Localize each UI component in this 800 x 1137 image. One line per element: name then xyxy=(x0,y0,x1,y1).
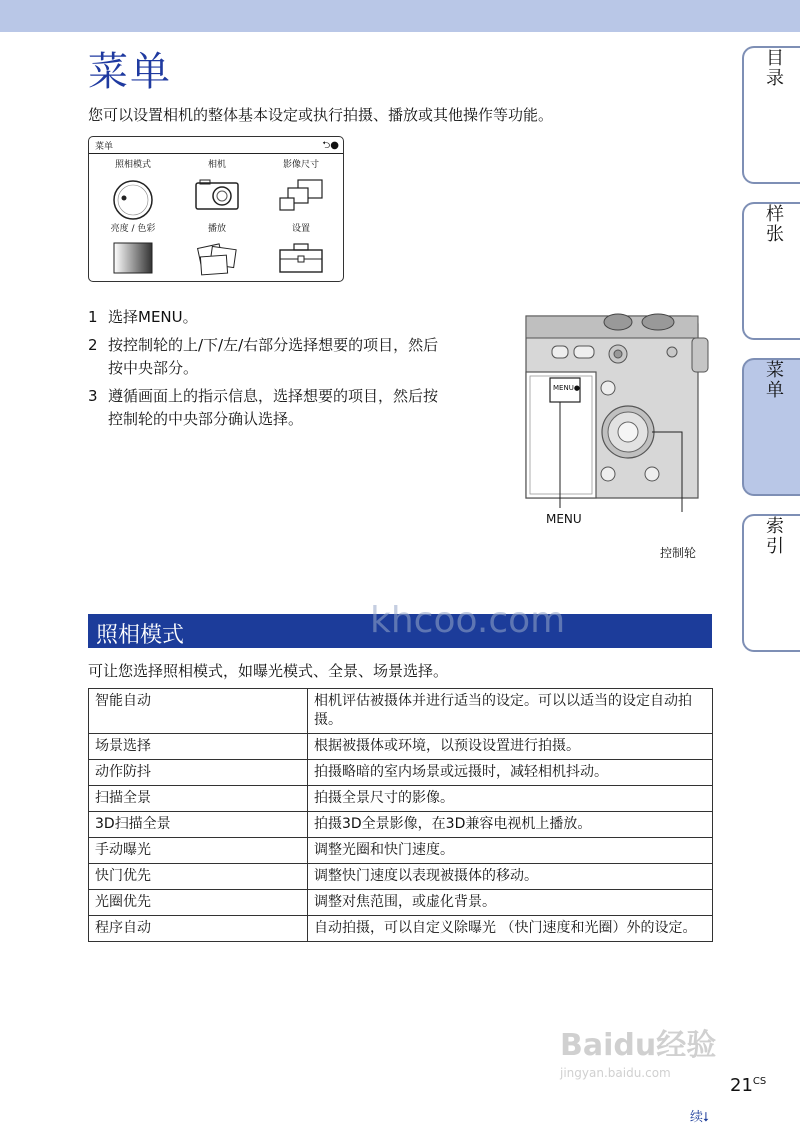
dial-icon xyxy=(111,178,155,222)
back-icon: ⮌● xyxy=(322,140,339,151)
menu-item-shooting-mode xyxy=(93,157,173,222)
photos-icon xyxy=(193,242,241,278)
page-number-suffix: CS xyxy=(752,1076,767,1087)
gradient-icon xyxy=(113,242,153,274)
mode-description-cell: 拍摄3D全景影像，在3D兼容电视机上播放。 xyxy=(308,812,713,838)
table-row xyxy=(89,786,713,812)
menu-item-brightness-color xyxy=(93,221,173,274)
tab-index[interactable] xyxy=(742,514,800,652)
table-row xyxy=(89,890,713,916)
tab-label: 菜单 xyxy=(763,360,784,400)
mode-name-cell: 快门优先 xyxy=(89,864,308,890)
mode-name-cell: 动作防抖 xyxy=(89,760,308,786)
baidu-watermark-url: jingyan.baidu.com xyxy=(560,1066,671,1080)
intro-text: 您可以设置相机的整体基本设定或执行拍摄、播放或其他操作等功能。 xyxy=(88,106,554,124)
menu-item-label: 播放 xyxy=(207,224,226,234)
shooting-mode-table xyxy=(88,688,713,942)
continued-link[interactable] xyxy=(690,1106,709,1125)
step-number: 1 xyxy=(88,308,98,326)
continued-label: 续 xyxy=(690,1110,704,1125)
step-text: 按控制轮的上/下/左/右部分选择想要的项目，然后按中央部分。 xyxy=(108,336,439,377)
khcoo-watermark: khcoo.com xyxy=(370,600,566,641)
mode-name-cell: 场景选择 xyxy=(89,734,308,760)
page-title: 菜单 xyxy=(88,49,172,95)
menu-button-text: MENU● xyxy=(553,384,580,392)
mode-name-cell: 智能自动 xyxy=(89,689,308,734)
table-row xyxy=(89,812,713,838)
step-item xyxy=(88,385,448,431)
mode-name-cell: 手动曝光 xyxy=(89,838,308,864)
mode-name-cell: 扫描全景 xyxy=(89,786,308,812)
table-row xyxy=(89,760,713,786)
tab-menu[interactable] xyxy=(742,358,800,496)
page-number-value: 21 xyxy=(730,1075,753,1096)
menu-item-label: 相机 xyxy=(207,160,226,170)
image-size-icon xyxy=(278,178,324,214)
menu-item-label: 影像尺寸 xyxy=(282,160,319,170)
table-row xyxy=(89,916,713,942)
baidu-watermark-text: Baidu经验 xyxy=(560,1028,717,1063)
step-text: 选择MENU。 xyxy=(108,308,198,326)
menu-item-label: 设置 xyxy=(291,224,310,234)
menu-screen-title: 菜单 xyxy=(95,142,114,152)
step-item xyxy=(88,306,448,329)
section-title: 照相模式 xyxy=(96,623,185,648)
mode-name-cell: 程序自动 xyxy=(89,916,308,942)
mode-description-cell: 调整光圈和快门速度。 xyxy=(308,838,713,864)
down-arrow-icon: ⭣ xyxy=(703,1110,710,1125)
page-number xyxy=(730,1075,766,1096)
menu-item-image-size xyxy=(261,157,341,214)
table-row xyxy=(89,734,713,760)
menu-callout-label: MENU xyxy=(546,512,582,526)
step-number: 2 xyxy=(88,336,98,354)
menu-item-camera xyxy=(177,157,257,212)
menu-screen-header xyxy=(89,137,343,154)
menu-item-setup xyxy=(261,221,341,274)
tab-label: 目录 xyxy=(763,48,784,88)
section-intro: 可让您选择照相模式，如曝光模式、全景、场景选择。 xyxy=(88,662,449,680)
tab-label: 样张 xyxy=(763,204,784,244)
top-bar xyxy=(0,0,800,32)
tab-label: 索引 xyxy=(763,516,784,556)
menu-screen-illustration xyxy=(88,136,344,282)
menu-item-label: 亮度 / 色彩 xyxy=(110,224,156,234)
mode-description-cell: 调整快门速度以表现被摄体的移动。 xyxy=(308,864,713,890)
camera-icon xyxy=(194,178,240,212)
mode-description-cell: 相机评估被摄体并进行适当的设定。可以以适当的设定自动拍摄。 xyxy=(308,689,713,734)
table-row xyxy=(89,838,713,864)
mode-name-cell: 3D扫描全景 xyxy=(89,812,308,838)
mode-description-cell: 自动拍摄，可以自定义除曝光 （快门速度和光圈）外的设定。 xyxy=(308,916,713,942)
control-wheel-callout-label: 控制轮 xyxy=(660,546,697,560)
mode-description-cell: 根据被摄体或环境，以预设设置进行拍摄。 xyxy=(308,734,713,760)
menu-item-label: 照相模式 xyxy=(114,160,151,170)
tab-samples[interactable] xyxy=(742,202,800,340)
step-text: 遵循画面上的指示信息，选择想要的项目，然后按控制轮的中央部分确认选择。 xyxy=(108,387,439,428)
toolbox-icon xyxy=(278,242,324,274)
step-item xyxy=(88,334,448,380)
step-number: 3 xyxy=(88,387,98,405)
camera-body-drawing xyxy=(520,312,720,512)
steps-list xyxy=(88,306,448,436)
mode-description-cell: 拍摄略暗的室内场景或远摄时，减轻相机抖动。 xyxy=(308,760,713,786)
table-row xyxy=(89,689,713,734)
mode-description-cell: 拍摄全景尺寸的影像。 xyxy=(308,786,713,812)
tab-contents[interactable] xyxy=(742,46,800,184)
table-row xyxy=(89,864,713,890)
mode-description-cell: 调整对焦范围，或虚化背景。 xyxy=(308,890,713,916)
camera-back-illustration xyxy=(520,312,720,560)
menu-item-playback xyxy=(177,221,257,278)
baidu-watermark xyxy=(560,1020,716,1080)
mode-name-cell: 光圈优先 xyxy=(89,890,308,916)
